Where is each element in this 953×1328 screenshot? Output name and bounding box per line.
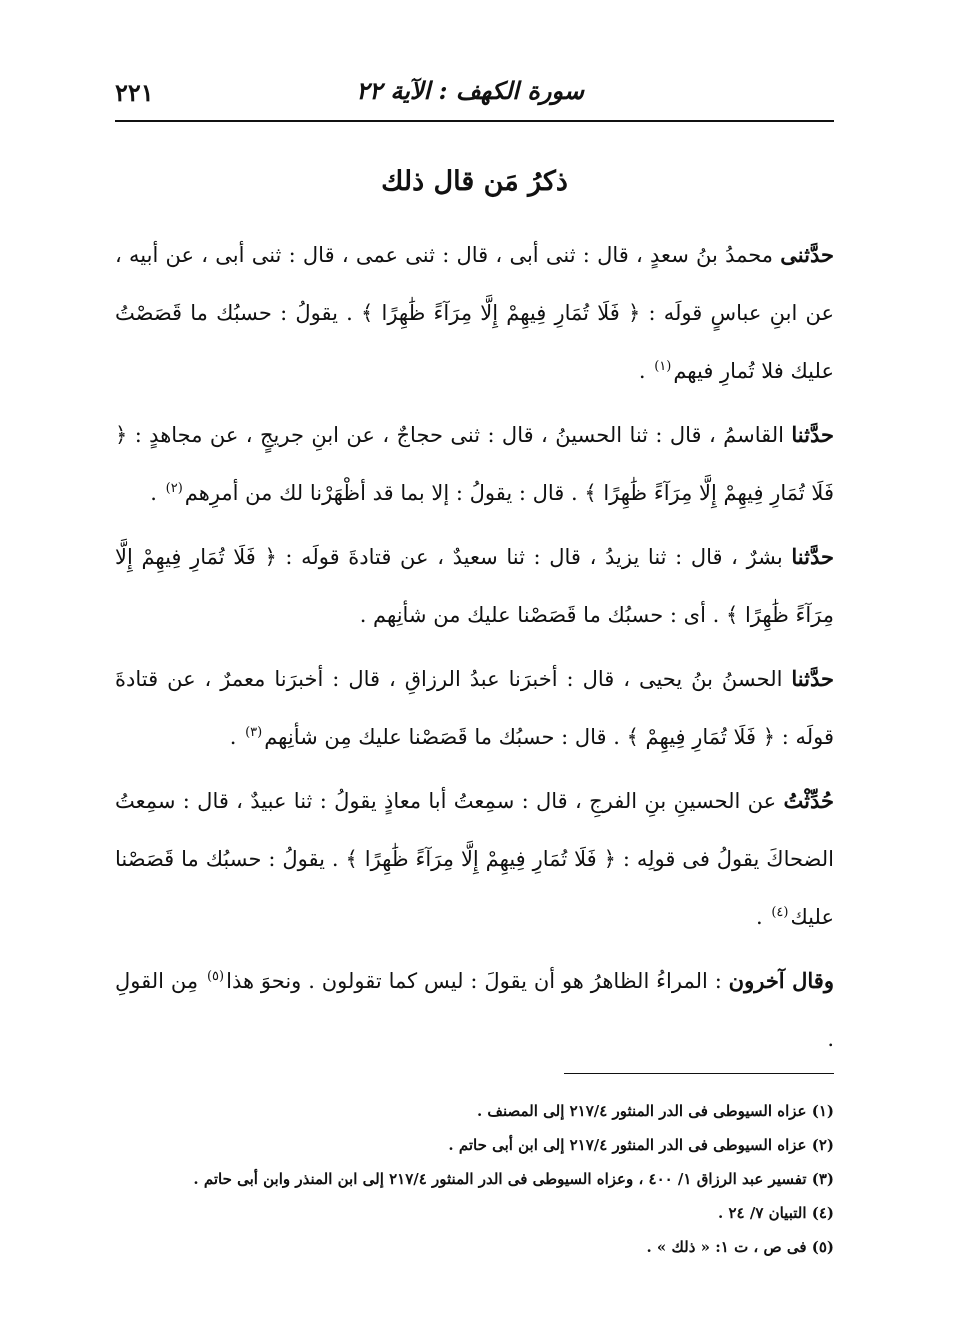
paragraph-3 xyxy=(115,528,834,644)
page-number: ٢٢١ xyxy=(115,78,154,107)
paragraph-text: عن الحسينِ بنِ الفرجِ ، قال : سمِعتُ أبا معاذٍ يقولُ : ثنا عبيدٌ ، قال : سمِعتُ الضحاكَ يقولُ فى قولِه : xyxy=(115,789,834,871)
footnote-4: (٤) التبيان ٧/ ٢٤ . xyxy=(718,1204,834,1222)
footnote-5: (٥) فى ص ، ت ١: « ذلك » . xyxy=(646,1238,834,1256)
footnote-reference: (٤) xyxy=(771,905,789,920)
paragraph-text: . قال : حسبُك ما قَصَصْنا عليك مِن شأنِهم xyxy=(264,725,627,749)
running-title: سورة الكهف : الآية ٢٢ xyxy=(356,76,584,105)
paragraph-5 xyxy=(115,772,834,946)
paragraph-lead: حدَّثنا xyxy=(791,544,834,569)
header-divider xyxy=(115,120,834,122)
quran-verse: ﴿ فَلَا تُمَارِ فِيهِمْ إِلَّا مِرَآءً ظَٰهِرًا ﴾ xyxy=(361,301,641,325)
paragraph-text: . يقولُ : حسبُك ما قَصَصْتُ عليك فلا تُمارِ فيهم xyxy=(115,301,834,383)
paragraph-text: . يقولُ : حسبُك ما قَصَصْنا عليك xyxy=(115,847,834,929)
footnote-reference: (٢) xyxy=(165,481,183,496)
paragraph-text: بشرٌ ، قال : ثنا يزيدُ ، قال : ثنا سعيدٌ ، عن قتادةَ قولَه : xyxy=(276,545,792,569)
paragraph-6 xyxy=(115,952,834,1068)
quran-verse: ﴿ فَلَا تُمَارِ فِيهِمْ ﴾ xyxy=(626,725,776,749)
paragraph-1 xyxy=(115,226,834,400)
paragraph-lead: حدَّثنا xyxy=(791,666,834,691)
paragraph-text: . قال : يقولُ : إلا بما قد أظْهَرْنا لك من أمرِهم xyxy=(184,481,585,505)
footnote-reference: (٣) xyxy=(245,725,263,740)
paragraph-text: القاسمُ ، قال : ثنا الحسينُ ، قال : ثنى حجاجٌ ، عن ابنِ جريجٍ ، عن مجاهدٍ : xyxy=(127,423,792,447)
paragraph-lead: حدَّثنا xyxy=(791,422,834,447)
footnote-reference: (١) xyxy=(654,359,672,374)
paragraph-text: الحسنُ بنُ يحيى ، قال : أخبرَنا عبدُ الرزاقِ ، قال : أخبرَنا معمرٌ ، عن قتادةَ قولَه : xyxy=(115,667,834,749)
paragraph-text: محمدُ بنُ سعدٍ ، قال : ثنى أبى ، قال : ثنى عمى ، قال : ثنى أبى ، عن أبيه ، عن ابنِ عباسٍ قولَه : xyxy=(115,243,834,325)
quran-verse: ﴿ فَلَا تُمَارِ فِيهِمْ إِلَّا مِرَآءً ظَٰهِرًا ﴾ xyxy=(345,847,616,871)
footnote-divider xyxy=(564,1073,834,1074)
paragraph-text: . أى : حسبُك ما قَصَصْنا عليك من شأنِهم . xyxy=(359,603,726,627)
paragraph-text: : المراءُ الظاهرُ هو أن يقولَ : ليس كما تقولون . ونحوَ هذا xyxy=(226,969,729,993)
body-text xyxy=(115,226,834,1074)
quran-verse: ﴿ فَلَا تُمَارِ فِيهِمْ إِلَّا مِرَآءً ظَٰهِرًا ﴾ xyxy=(115,545,834,627)
footnote-3: (٣) تفسير عبد الرزاق ١/ ٤٠٠ ، وعزاه السيوطى فى الدر المنثور ٢١٧/٤ إلى ابن المنذر وابن أبى حاتم . xyxy=(193,1170,834,1188)
paragraph-text: . xyxy=(638,359,653,383)
paragraph-lead: حُدِّثْتُ xyxy=(783,788,834,813)
page-header xyxy=(115,72,834,112)
footnotes xyxy=(115,1094,834,1264)
paragraph-text: . xyxy=(229,725,244,749)
section-heading: ذكرُ مَن قال ذلك xyxy=(381,166,568,197)
paragraph-text: مِن القولِ . xyxy=(115,969,834,1051)
footnote-2: (٢) عزاه السيوطى فى الدر المنثور ٢١٧/٤ إلى ابن أبى حاتم . xyxy=(448,1136,834,1154)
paragraph-text: . xyxy=(755,905,770,929)
footnote-reference: (٥) xyxy=(206,969,225,984)
paragraph-lead: وقال آخرون xyxy=(728,968,834,993)
paragraph-lead: حدَّثنى xyxy=(780,242,834,267)
paragraph-text: . xyxy=(150,481,164,505)
footnote-1: (١) عزاه السيوطى فى الدر المنثور ٢١٧/٤ إلى المصنف . xyxy=(476,1102,834,1120)
paragraph-4 xyxy=(115,650,834,766)
paragraph-2 xyxy=(115,406,834,522)
quran-verse: ﴿ فَلَا تُمَارِ فِيهِمْ إِلَّا مِرَآءً ظَٰهِرًا ﴾ xyxy=(115,423,834,505)
